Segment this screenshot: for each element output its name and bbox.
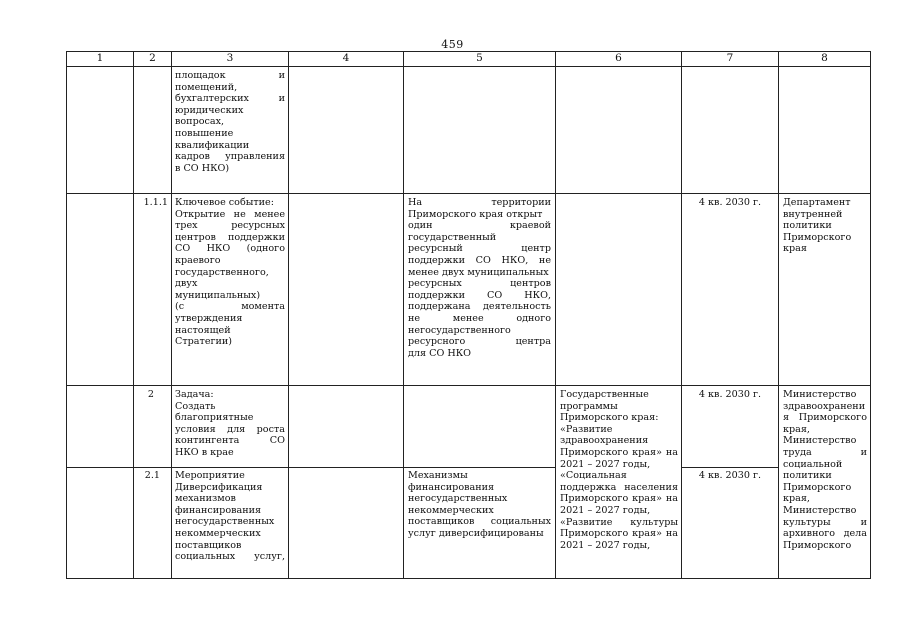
cell-result (408, 470, 551, 540)
header-col-8: 8 (821, 52, 828, 64)
cell-line: поддержана деятельность (408, 301, 551, 313)
cell-line: контингента СО (175, 435, 285, 447)
cell-line: в СО НКО) (175, 162, 230, 174)
cell-line: НКО в крае (175, 446, 234, 458)
cell-line: площадок и (175, 70, 285, 81)
cell-line: негосударственного (408, 324, 511, 336)
cell-line: ресурсный центр (408, 243, 551, 255)
cell-line: менее двух муниципальных (408, 266, 549, 278)
cell-line: финансирования (175, 504, 262, 516)
cell-line: культуры и (783, 516, 867, 528)
cell-line: ресурсных центров (408, 278, 551, 290)
cell-line: программы (560, 400, 618, 412)
cell-programs-merged (560, 389, 678, 551)
cell-line: поддержка населения (560, 481, 678, 493)
cell-line: финансирования (408, 481, 495, 493)
cell-line: государственного, (175, 266, 269, 278)
cell-responsible (783, 197, 867, 255)
cell-line: Министерство (783, 389, 857, 400)
header-col-2: 2 (149, 52, 156, 64)
cell-line: юридических (175, 104, 244, 116)
cell-line: архивного дела (783, 528, 867, 540)
header-col-4: 4 (342, 52, 350, 64)
cell-line: Приморского (783, 231, 852, 243)
cell-line: 2021 – 2027 годы, (560, 539, 651, 551)
header-col-7: 7 (726, 52, 734, 64)
cell-line: «Социальная (560, 470, 627, 482)
cell-line: настоящей (175, 324, 231, 336)
cell-task-description (175, 470, 285, 563)
cell-line: я Приморского (783, 412, 867, 424)
cell-line: двух (175, 278, 198, 290)
cell-line: механизмов (175, 493, 236, 505)
cell-line: Приморского края» на (560, 528, 678, 540)
cell-line: (с момента (175, 301, 285, 313)
cell-line: Открытие не менее (175, 208, 285, 220)
cell-line: края, (783, 423, 810, 435)
cell-line: муниципальных) (175, 289, 261, 301)
cell-responsible-merged (783, 389, 867, 551)
cell-line: ресурсного центра (408, 336, 551, 348)
cell-line: Мероприятие (175, 470, 245, 481)
cell-line: Министерство (783, 504, 857, 516)
cell-line: поставщиков социальных (408, 516, 551, 528)
cell-line: поддержки СО НКО, не (408, 254, 551, 266)
cell-deadline: 4 кв. 2030 г. (698, 470, 762, 481)
cell-line: утверждения (175, 312, 243, 324)
cell-result (408, 197, 551, 359)
cell-deadline: 4 кв. 2030 г. (698, 389, 762, 400)
cell-task-description (175, 197, 285, 348)
cell-line: края (783, 243, 807, 255)
cell-line: Приморского (783, 539, 852, 551)
cell-line: для СО НКО (408, 347, 472, 359)
cell-line: Департамент (783, 197, 851, 208)
cell-line: политики (783, 220, 832, 232)
cell-deadline: 4 кв. 2030 г. (698, 197, 762, 208)
cell-number: 2.1 (144, 470, 160, 481)
cell-line: негосударственных (175, 516, 275, 528)
cell-line: «Развитие культуры (560, 516, 678, 528)
cell-line: Приморского края: (560, 412, 659, 424)
cell-line: 2021 – 2027 годы, (560, 458, 651, 470)
cell-line: Ключевое событие: (175, 197, 274, 208)
cell-line: социальных услуг, (175, 551, 285, 563)
page-number: 459 (441, 38, 464, 51)
cell-line: услуг диверсифицированы (408, 527, 544, 539)
cell-line: помещений, (175, 81, 238, 93)
cell-line: Задача: (175, 389, 214, 400)
cell-task-description (175, 389, 285, 459)
cell-line: 2021 – 2027 годы, (560, 504, 651, 516)
header-col-5: 5 (476, 52, 483, 64)
cell-line: кадров управления (175, 151, 285, 163)
cell-line: некоммерческих (408, 504, 494, 516)
cell-line: некоммерческих (175, 527, 261, 539)
cell-line: здравоохранени (783, 400, 866, 412)
cell-line: поставщиков (175, 539, 242, 551)
cell-line: Создать (175, 400, 216, 412)
header-col-6: 6 (615, 52, 622, 64)
cell-line: «Развитие (560, 423, 613, 435)
cell-line: квалификации (175, 139, 250, 151)
header-col-3: 3 (226, 52, 234, 64)
cell-line: трех ресурсных (175, 220, 285, 232)
cell-line: один краевой (408, 220, 551, 232)
cell-task-description (175, 70, 285, 174)
cell-line: социальной (783, 458, 843, 470)
cell-number: 2 (147, 389, 154, 400)
cell-line: условия для роста (175, 423, 285, 435)
cell-line: внутренней (783, 208, 843, 220)
cell-line: центров поддержки (175, 231, 285, 243)
cell-line: повышение (175, 127, 234, 139)
header-col-1: 1 (96, 52, 104, 64)
cell-line: здравоохранения (560, 435, 649, 447)
cell-line: не менее одного (408, 312, 551, 324)
cell-line: негосударственных (408, 493, 508, 505)
cell-line: вопросах, (175, 116, 225, 128)
cell-line: Стратегии) (175, 336, 233, 348)
cell-line: Диверсификация (175, 481, 263, 493)
cell-line: Механизмы (408, 470, 468, 481)
cell-line: благоприятные (175, 412, 254, 424)
cell-line: Министерство (783, 435, 857, 447)
cell-line: бухгалтерских и (175, 93, 285, 105)
cell-line: Приморского края открыт (408, 208, 543, 220)
cell-line: поддержки СО НКО, (408, 289, 551, 301)
cell-line: краевого (175, 254, 221, 266)
cell-line: СО НКО (одного (175, 243, 285, 255)
cell-line: труда и (783, 446, 867, 458)
cell-line: государственный (408, 231, 497, 243)
cell-line: края, (783, 493, 810, 505)
cell-line: На территории (408, 197, 551, 208)
cell-line: политики (783, 470, 832, 482)
cell-line: Государственные (560, 389, 649, 400)
cell-line: Приморского края» на (560, 493, 678, 505)
cell-line: Приморского края» на (560, 446, 678, 458)
cell-number: 1.1.1 (143, 197, 168, 208)
cell-line: Приморского (783, 481, 852, 493)
